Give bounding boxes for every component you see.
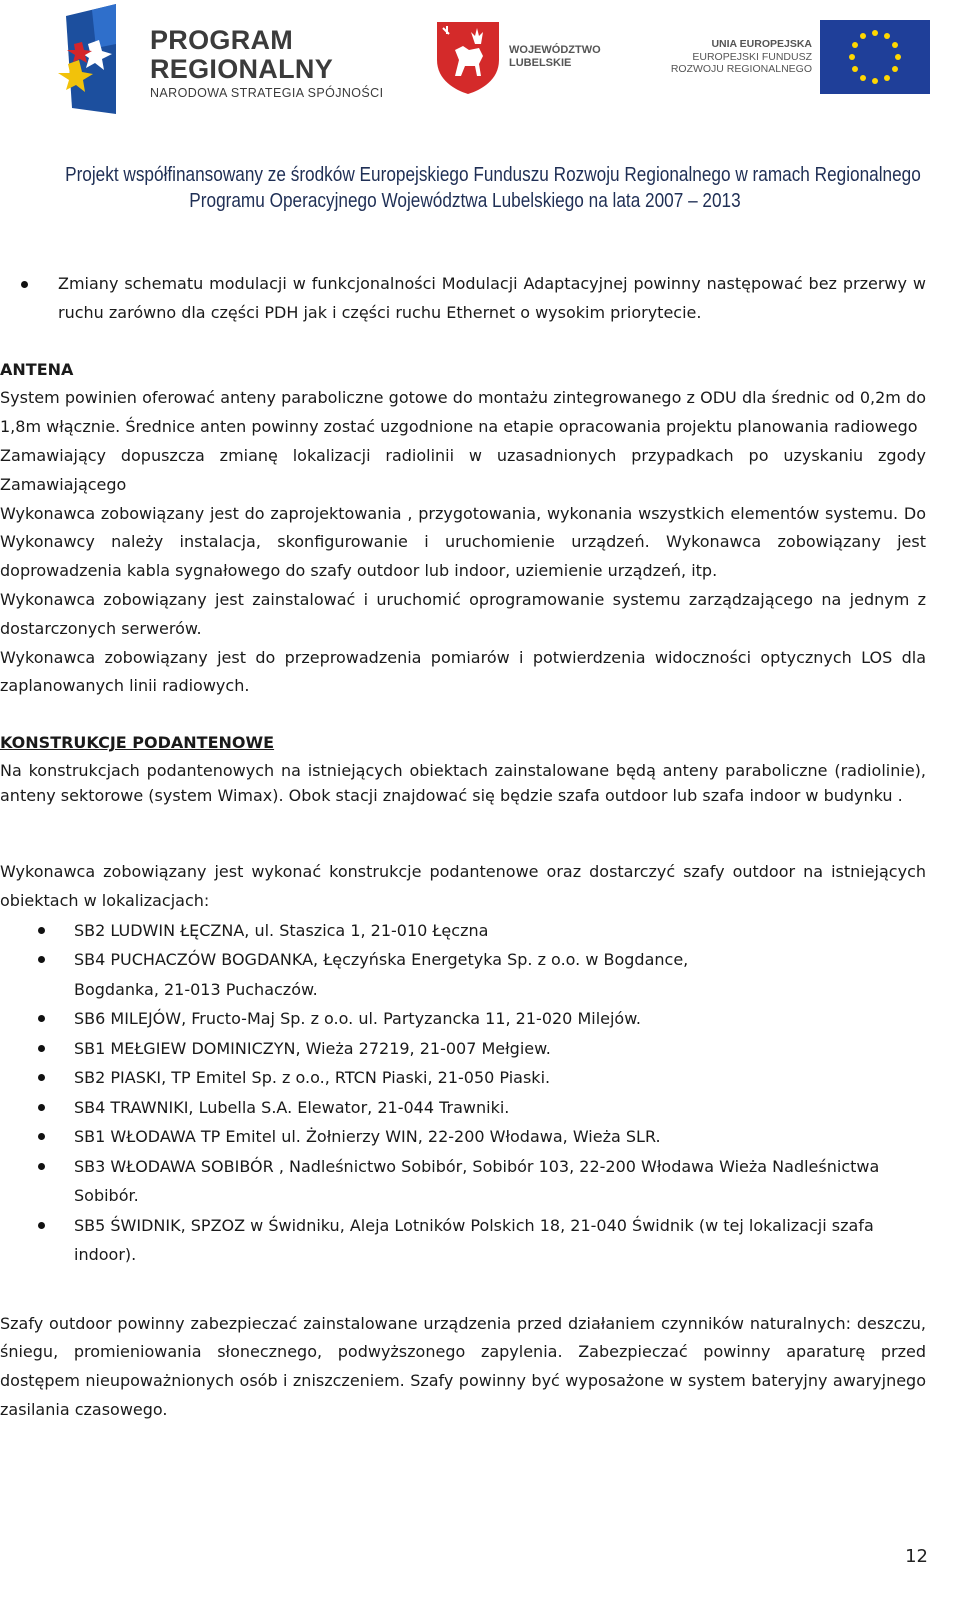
- page-number: 12: [905, 1546, 928, 1567]
- project-funding-note: [65, 162, 921, 214]
- szafy-paragraph: Szafy outdoor powinny zabezpieczać zainstalowane urządzenia przed działaniem czynników naturalnych: deszczu, śniegu, promieniowania słonecznego, podwyższonego zapylenia. Zabezpieczać powinny aparaturę przed dostępem nieupoważnionych osób i zniszczeniem. Szafy powinny być wyposażone w system bateryjny awaryjnego zasilania czasowego.: [0, 1313, 926, 1419]
- eu-union-label: UNIA EUROPEJSKA: [711, 38, 812, 50]
- bullet-icon: [38, 956, 45, 963]
- project-note-line1: Projekt współfinansowany ze środków Europejskiego Funduszu Rozwoju Regionalnego w ramach Regionalnego: [65, 164, 921, 186]
- modulation-bullet-text: Zmiany schematu modulacji w funkcjonalności Modulacji Adaptacyjnej powinny następować bez przerwy w ruchu zarówno dla części PDH jak i części ruchu Ethernet o wysokim priorytecie.: [58, 274, 926, 322]
- location-item: SB6 MILEJÓW, Fructo-Maj Sp. z o.o. ul. Partyzancka 11, 21-020 Milejów.: [0, 1004, 926, 1034]
- location-item: SB5 ŚWIDNIK, SPZOZ w Świdniku, Aleja Lotników Polskich 18, 21-040 Świdnik (w tej lokalizacji szafa indoor).: [0, 1211, 926, 1270]
- antena-paragraph-4: Wykonawca zobowiązany jest zainstalować i uruchomić oprogramowanie systemu zarządzającego na jednym z dostarczonych serwerów.: [0, 589, 926, 638]
- deer-shield-icon: [435, 20, 501, 94]
- location-item: SB1 MEŁGIEW DOMINICZYN, Wieża 27219, 21-007 Mełgiew.: [0, 1034, 926, 1064]
- bullet-icon: [38, 1045, 45, 1052]
- antena-paragraph-1: System powinien oferować anteny paraboliczne gotowe do montażu zintegrowanego z ODU dla średnic od 0,2m do 1,8m włącznie. Średnice anten powinny zostać uzgodnione na etapie opracowania projektu planowania radiowego: [0, 388, 926, 437]
- bullet-icon: [21, 281, 28, 288]
- eu-logo: [648, 20, 930, 96]
- bullet-icon: [38, 1074, 45, 1081]
- antena-paragraph-2: Zamawiający dopuszcza zmianę lokalizacji radiolinii w uzasadnionych przypadkach po uzyskaniu zgody Zamawiającego: [0, 445, 926, 494]
- antena-heading: ANTENA: [0, 359, 74, 379]
- document-body: [0, 270, 926, 1425]
- location-item: SB2 PIASKI, TP Emitel Sp. z o.o., RTCN Piaski, 21-050 Piaski.: [0, 1063, 926, 1093]
- konstrukcje-heading: KONSTRUKCJE PODANTENOWE: [0, 733, 275, 753]
- konstrukcje-paragraph-1: Na konstrukcjach podantenowych na istniejących obiektach zainstalowane będą anteny paraboliczne (radiolinie), anteny sektorowe (system Wimax). Obok stacji znajdować się będzie szafa outdoor lub szafa indoor w budynku .: [0, 760, 926, 805]
- header-logos: [0, 0, 960, 120]
- project-note-line2: Programu Operacyjnego Województwa Lubelskiego na lata 2007 – 2013: [189, 190, 741, 212]
- antena-paragraph-5: Wykonawca zobowiązany jest do przeprowadzenia pomiarów i potwierdzenia widoczności optycznych LOS dla zaplanowanych linii radiowych.: [0, 647, 926, 696]
- program-title-line2: REGIONALNY: [150, 54, 334, 84]
- eu-fund-label: EUROPEJSKI FUNDUSZ: [692, 50, 812, 63]
- antena-paragraph-3: Wykonawca zobowiązany jest do zaprojektowania , przygotowania, wykonania wszystkich elementów systemu. Do Wykonawcy należy instalacja, skonfigurowanie i uruchomienie urządzeń. Wykonawca zobowiązany jest doprowadzenia kabla sygnałowego do szafy outdoor lub indoor, uziemienie urządzeń, itp.: [0, 503, 926, 581]
- location-item: SB2 LUDWIN ŁĘCZNA, ul. Staszica 1, 21-010 Łęczna: [0, 916, 926, 946]
- bullet-icon: [38, 927, 45, 934]
- modulation-bullet: [0, 270, 926, 328]
- eu-flag-icon: [820, 20, 930, 94]
- bullet-icon: [38, 1163, 45, 1170]
- program-title-line1: PROGRAM: [150, 25, 294, 55]
- konstrukcje-paragraph-2: Wykonawca zobowiązany jest wykonać konstrukcje podantenowe oraz dostarczyć szafy outdoor na istniejących obiektach w lokalizacjach:: [0, 861, 926, 910]
- wojewodztwo-label: WOJEWÓDZTWO: [509, 44, 601, 56]
- lubelskie-label: LUBELSKIE: [509, 57, 572, 69]
- location-item: SB1 WŁODAWA TP Emitel ul. Żołnierzy WIN, 22-200 Włodawa, Wieża SLR.: [0, 1122, 926, 1152]
- bullet-icon: [38, 1133, 45, 1140]
- location-item: SB4 TRAWNIKI, Lubella S.A. Elewator, 21-044 Trawniki.: [0, 1093, 926, 1123]
- locations-list: [0, 916, 926, 1270]
- bullet-icon: [38, 1222, 45, 1229]
- wojewodztwo-lubelskie-logo: [435, 20, 635, 100]
- program-regionalny-flag-icon: [52, 4, 152, 116]
- bullet-icon: [38, 1104, 45, 1111]
- location-item: SB3 WŁODAWA SOBIBÓR , Nadleśnictwo Sobibór, Sobibór 103, 22-200 Włodawa Wieża Nadleśnictwa Sobibór.: [0, 1152, 926, 1211]
- eu-regional-label: ROZWOJU REGIONALNEGO: [670, 63, 812, 75]
- program-regionalny-logo: [52, 4, 392, 116]
- bullet-icon: [38, 1015, 45, 1022]
- location-item: SB4 PUCHACZÓW BOGDANKA, Łęczyńska Energetyka Sp. z o.o. w Bogdance, Bogdanka, 21-013 Puchaczów.: [0, 945, 926, 1004]
- program-subtitle: NARODOWA STRATEGIA SPÓJNOŚCI: [150, 86, 384, 100]
